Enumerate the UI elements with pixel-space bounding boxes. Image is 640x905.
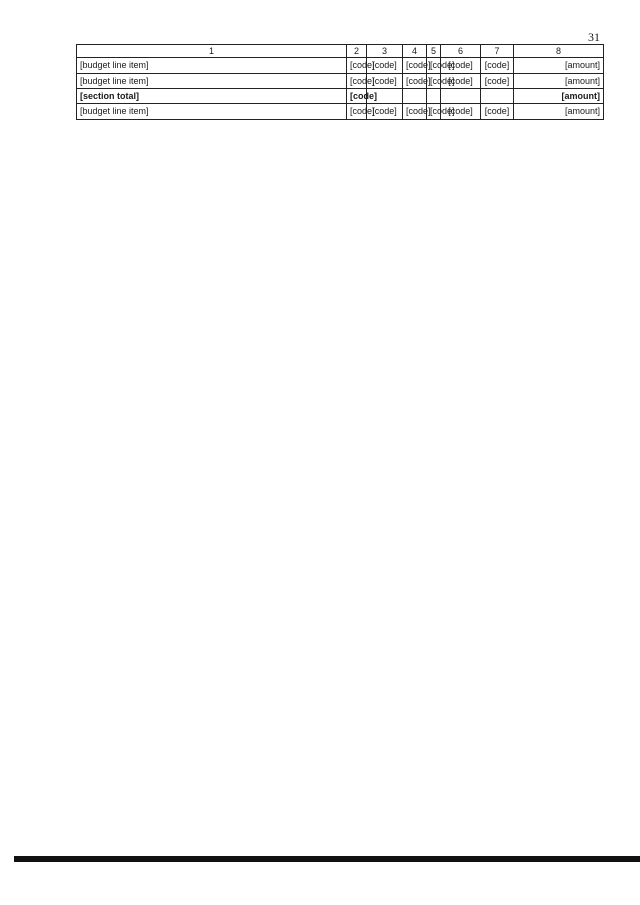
cell-c3: [code] [367, 73, 403, 88]
cell-c6 [441, 89, 481, 104]
cell-c4: [code] [403, 73, 427, 88]
cell-sum: [amount] [514, 104, 604, 119]
cell-c3: [code] [367, 104, 403, 119]
column-header: 2 [347, 45, 367, 58]
table-row [77, 58, 604, 73]
column-header: 4 [403, 45, 427, 58]
table-header-row [77, 45, 604, 58]
table-body [77, 58, 604, 119]
column-header: 7 [481, 45, 514, 58]
table-row [77, 73, 604, 88]
cell-c7: [code] [481, 73, 514, 88]
cell-c6: [code] [441, 73, 481, 88]
cell-c5: [code] [427, 58, 441, 73]
column-header: 3 [367, 45, 403, 58]
column-header: 8 [514, 45, 604, 58]
column-header: 1 [77, 45, 347, 58]
table-row [77, 89, 604, 104]
cell-c2: [code] [347, 104, 367, 119]
cell-c2: [code] [347, 73, 367, 88]
budget-table [76, 44, 604, 120]
cell-c7: [code] [481, 58, 514, 73]
cell-c5: [code] [427, 104, 441, 119]
cell-c2: [code] [347, 89, 367, 104]
cell-sum: [amount] [514, 89, 604, 104]
cell-c3: [code] [367, 58, 403, 73]
cell-c6: [code] [441, 104, 481, 119]
page-number: 31 [588, 30, 600, 44]
column-header: 6 [441, 45, 481, 58]
cell-c5: [code] [427, 73, 441, 88]
cell-sum: [amount] [514, 58, 604, 73]
cell-name: [budget line item] [77, 58, 347, 73]
column-header: 5 [427, 45, 441, 58]
table-row [77, 104, 604, 119]
cell-name: [budget line item] [77, 104, 347, 119]
cell-c4 [403, 89, 427, 104]
cell-name: [section total] [77, 89, 347, 104]
cell-c2: [code] [347, 58, 367, 73]
cell-sum: [amount] [514, 73, 604, 88]
footer-rule [14, 856, 640, 862]
cell-name: [budget line item] [77, 73, 347, 88]
cell-c6: [code] [441, 58, 481, 73]
cell-c4: [code] [403, 58, 427, 73]
cell-c5 [427, 89, 441, 104]
cell-c7: [code] [481, 104, 514, 119]
cell-c7 [481, 89, 514, 104]
cell-c4: [code] [403, 104, 427, 119]
